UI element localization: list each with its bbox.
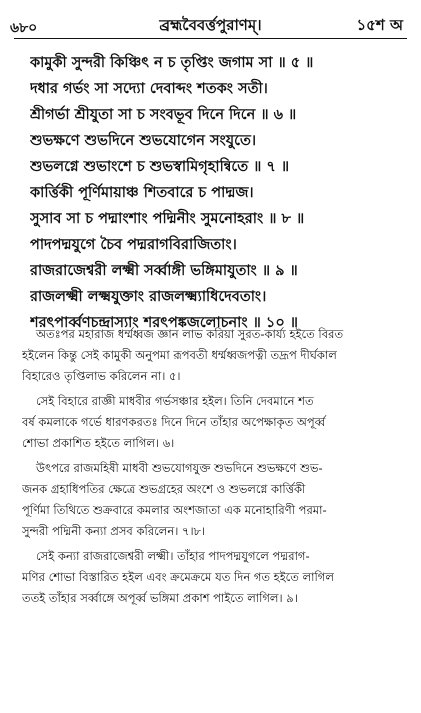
verse-line: দধার গর্ভং সা সদ্যো দেবাব্দং শতকং সতী। xyxy=(30,81,268,97)
prose-line: শোভা প্রকাশিত হইতে লাগিল। ৬। xyxy=(22,436,175,450)
bengali-translation xyxy=(22,324,397,613)
prose-line: ততই তাঁহার সর্ব্বাঙ্গে অপূর্ব্ব ভঙ্গিমা প্রকাশ পাইতে লাগিল। ৯। xyxy=(22,591,298,605)
header-rule xyxy=(14,38,407,39)
page-header xyxy=(10,10,411,36)
verse-line: শুভক্ষণে শুভদিনে শুভযোগেন সংযুতে। xyxy=(30,133,257,149)
prose-line: বিহারেও তৃপ্তিলাভ করিলেন না। ৫। xyxy=(22,369,181,383)
prose-line: সেই কন্যা রাজরাজেশ্বরী লক্ষ্মী। তাঁহার পাদপদ্মযুগলে পদ্মরাগ- xyxy=(36,549,310,563)
verse-line: সুসাব সা চ পদ্মাংশাং পদ্মিনীং সুমনোহরাং ॥ ৮ ॥ xyxy=(30,211,305,227)
verse-line: পাদপদ্মযুগে চৈব পদ্মরাগবিরাজিতাং। xyxy=(30,237,237,253)
verse-line: কামুকী সুন্দরী কিঞ্চিৎ ন চ তৃপ্তিং জগাম সা ॥ ৫ ॥ xyxy=(30,55,314,71)
verse-line: শ্রীগর্ভা শ্রীযুতা সা চ সংবভূব দিনে দিনে ॥ ৬ ॥ xyxy=(30,107,297,123)
prose-line: অতঃপর মহারাজ ধর্ম্মধ্বজ জ্ঞান লাভ করিয়া সুরত-কার্য্য হইতে বিরত xyxy=(36,327,344,341)
verse-line: শুভলগ্নে শুভাংশে চ শুভস্বামিগৃহান্বিতে ॥ ৭ ॥ xyxy=(30,159,290,175)
prose-line: মণির শোভা বিস্তারিত হইল এবং ক্রমেক্রমে যত দিন গত হইতে লাগিল xyxy=(22,570,334,584)
translation-paragraph xyxy=(22,546,397,609)
verse-line: রাজরাজেশ্বরী লক্ষ্মী সর্ব্বাঙ্গী ভঙ্গিমাযুতাং ॥ ৯ ॥ xyxy=(30,263,298,279)
translation-paragraph xyxy=(22,458,397,542)
verse-line: শরৎপার্ব্বণচন্দ্রাস্যাং শরৎপঙ্কজলোচনাং ॥ ১০ ॥ xyxy=(30,315,298,331)
running-title: ব্রহ্মবৈবর্ত্তপুরাণম্। xyxy=(159,16,262,34)
verse-line: রাজলক্ষ্মী লক্ষ্মযুক্তাং রাজলক্ষ্ম্যাধিদেবতাং। xyxy=(30,289,267,305)
prose-line: জনক গ্রহাধিপতির ক্ষেত্রে শুভগ্রহের অংশে ও শুভলগ্নে কার্ত্তিকী xyxy=(22,482,306,496)
prose-line: হইলেন কিন্তু সেই কামুকী অনুপমা রূপবতী ধর্ম্মধ্বজপত্নী তদ্রূপ দীর্ঘকাল xyxy=(22,348,337,362)
sanskrit-verses xyxy=(30,50,399,336)
prose-line: সুন্দরী পদ্মিনী কন্যা প্রসব করিলেন। ৭।৮। xyxy=(22,524,206,538)
prose-line: পূর্ণিমা তিথিতে শুক্রবারে কমলার অংশজাতা এক মনোহারিণী পরমা- xyxy=(22,503,327,517)
chapter-label: ১৫শ অ xyxy=(356,16,403,34)
translation-paragraph xyxy=(22,391,397,454)
prose-line: বর্ষ কমলাকে গর্ভে ধারণকরতঃ দিনে দিনে তাঁহার অপেক্ষাকৃত অপূর্ব্ব xyxy=(22,415,326,429)
verse-line: কার্ত্তিকী পূর্ণিমায়াঞ্চ শিতবারে চ পাদ্মজ। xyxy=(30,185,254,201)
translation-paragraph xyxy=(22,324,397,387)
page-number: ৬৮০ xyxy=(10,20,38,36)
prose-line: সেই বিহারে রাজ্ঞী মাধবীর গর্ভসঞ্চার হইল। তিনি দেবমানে শত xyxy=(36,394,314,408)
prose-line: উৎপরে রাজমহিষী মাধবী শুভযোগযুক্ত শুভদিনে শুভক্ষণে শুভ- xyxy=(36,461,323,475)
